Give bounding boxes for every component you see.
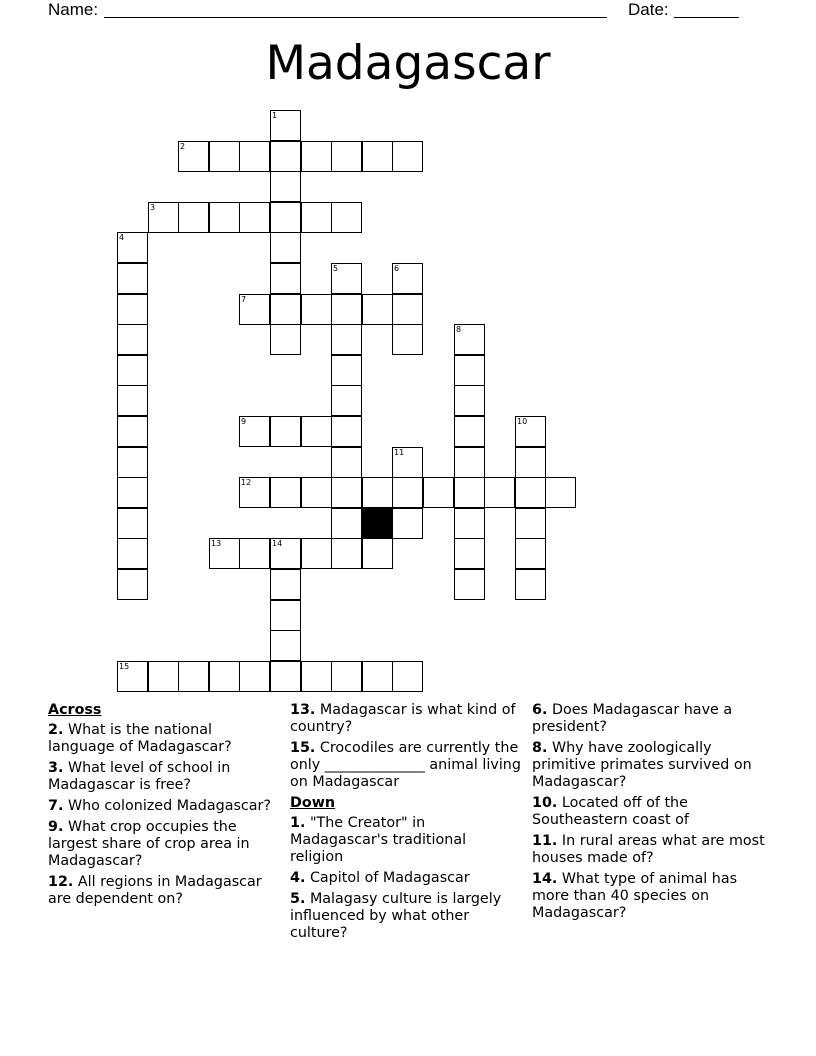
crossword-cell[interactable] (239, 477, 270, 508)
crossword-cell[interactable] (331, 355, 362, 386)
crossword-cell[interactable] (270, 416, 301, 447)
crossword-cell[interactable] (117, 232, 148, 263)
clue-down-4: 4. Capitol of Madagascar (290, 870, 470, 886)
crossword-cell[interactable] (331, 294, 362, 325)
crossword-cell[interactable] (301, 141, 332, 172)
clue-down-14: 14. What type of animal has more than 40 species on Madagascar? (532, 871, 738, 921)
crossword-cell[interactable] (209, 661, 240, 692)
crossword-cell[interactable] (392, 263, 423, 294)
clue-number: 13 (211, 539, 222, 548)
crossword-cell[interactable] (515, 569, 546, 600)
clue-down-6: 6. Does Madagascar have a president? (532, 702, 733, 735)
crossword-cell[interactable] (301, 477, 332, 508)
clue-across-13: 13. Madagascar is what kind of country? (290, 702, 516, 735)
crossword-cell[interactable] (454, 508, 485, 539)
crossword-cell[interactable] (331, 202, 362, 233)
crossword-cell[interactable] (239, 416, 270, 447)
crossword-cell[interactable] (178, 141, 209, 172)
crossword-cell[interactable] (331, 538, 362, 569)
crossword-cell[interactable] (301, 661, 332, 692)
crossword-cell[interactable] (209, 202, 240, 233)
crossword-cell[interactable] (117, 661, 148, 692)
crossword-cell[interactable] (362, 661, 393, 692)
crossword-cell[interactable] (515, 477, 546, 508)
crossword-cell[interactable] (117, 355, 148, 386)
crossword-cell[interactable] (331, 661, 362, 692)
crossword-cell[interactable] (515, 538, 546, 569)
crossword-cell[interactable] (331, 263, 362, 294)
clue-down-1: 1. "The Creator" in Madagascar's traditional religion (290, 815, 467, 865)
clue-number: 8 (456, 325, 462, 334)
crossword-cell[interactable] (331, 416, 362, 447)
crossword-block (362, 508, 393, 539)
across-heading: Across (48, 702, 102, 718)
clue-down-11: 11. In rural areas what are most houses made of? (532, 833, 765, 866)
crossword-cell[interactable] (301, 416, 332, 447)
crossword-cell[interactable] (515, 416, 546, 447)
clue-number: 4 (119, 233, 125, 242)
down-heading: Down (290, 795, 336, 811)
crossword-cell[interactable] (515, 447, 546, 478)
name-label: Name: (48, 0, 99, 19)
crossword-cell[interactable] (239, 141, 270, 172)
crossword-cell[interactable] (392, 294, 423, 325)
crossword-cell[interactable] (362, 294, 393, 325)
crossword-cell[interactable] (117, 324, 148, 355)
crossword-cell[interactable] (117, 477, 148, 508)
clue-number: 12 (241, 478, 252, 487)
crossword-cell[interactable] (148, 202, 179, 233)
crossword-cell[interactable] (209, 141, 240, 172)
crossword-cell[interactable] (392, 324, 423, 355)
crossword-cell[interactable] (178, 661, 209, 692)
clue-number: 10 (517, 417, 528, 426)
crossword-cell[interactable] (392, 661, 423, 692)
crossword-cell[interactable] (270, 661, 301, 692)
crossword-cell[interactable] (331, 324, 362, 355)
crossword-cell[interactable] (117, 294, 148, 325)
crossword-cell[interactable] (270, 477, 301, 508)
crossword-cell[interactable] (362, 538, 393, 569)
crossword-cell[interactable] (484, 477, 515, 508)
crossword-cell[interactable] (117, 416, 148, 447)
date-label: Date: (628, 0, 669, 19)
crossword-cell[interactable] (392, 447, 423, 478)
crossword-cell[interactable] (209, 538, 240, 569)
crossword-cell[interactable] (270, 630, 301, 661)
crossword-cell[interactable] (454, 355, 485, 386)
crossword-cell[interactable] (301, 294, 332, 325)
crossword-cell[interactable] (270, 600, 301, 631)
clue-number: 9 (241, 417, 247, 426)
clue-across-12: 12. All regions in Madagascar are dependent on? (48, 874, 262, 907)
crossword-cell[interactable] (239, 661, 270, 692)
crossword-cell[interactable] (270, 538, 301, 569)
clues-column-2 (290, 702, 522, 946)
clue-across-9: 9. What crop occupies the largest share of crop area in Madagascar? (48, 819, 250, 869)
crossword-cell[interactable] (270, 232, 301, 263)
clue-down-10: 10. Located off of the Southeastern coast of (532, 795, 689, 828)
crossword-cell[interactable] (362, 141, 393, 172)
crossword-cell[interactable] (454, 416, 485, 447)
crossword-cell[interactable] (392, 508, 423, 539)
clue-across-3: 3. What level of school in Madagascar is free? (48, 760, 231, 793)
clue-number: 6 (394, 264, 400, 273)
crossword-cell[interactable] (454, 385, 485, 416)
crossword-cell[interactable] (270, 171, 301, 202)
clue-across-7: 7. Who colonized Madagascar? (48, 798, 272, 814)
crossword-cell[interactable] (301, 538, 332, 569)
crossword-cell[interactable] (270, 202, 301, 233)
crossword-cell[interactable] (331, 141, 362, 172)
crossword-cell[interactable] (331, 477, 362, 508)
crossword-cell[interactable] (117, 385, 148, 416)
crossword-cell[interactable] (117, 569, 148, 600)
crossword-cell[interactable] (239, 202, 270, 233)
crossword-cell[interactable] (545, 477, 576, 508)
crossword-cell[interactable] (178, 202, 209, 233)
crossword-cell[interactable] (331, 447, 362, 478)
crossword-cell[interactable] (392, 477, 423, 508)
crossword-cell[interactable] (454, 538, 485, 569)
clue-number: 3 (150, 203, 156, 212)
crossword-cell[interactable] (270, 263, 301, 294)
puzzle-title: Madagascar (265, 36, 551, 91)
clue-number: 15 (119, 662, 130, 671)
crossword-cell[interactable] (423, 477, 454, 508)
clue-across-15: 15. Crocodiles are currently the only ______________ animal living on Madagascar (290, 740, 521, 790)
crossword-cell[interactable] (270, 110, 301, 141)
clue-number: 7 (241, 295, 247, 304)
clue-number: 14 (272, 539, 283, 548)
clue-down-8: 8. Why have zoologically primitive primates survived on Madagascar? (532, 740, 752, 790)
clue-number: 1 (272, 111, 278, 120)
clues-column-1 (48, 702, 280, 912)
crossword-cell[interactable] (270, 141, 301, 172)
crossword-cell[interactable] (148, 661, 179, 692)
clue-number: 11 (394, 448, 405, 457)
crossword-cell[interactable] (239, 294, 270, 325)
crossword-cell[interactable] (270, 294, 301, 325)
crossword-cell[interactable] (515, 508, 546, 539)
clue-down-5: 5. Malagasy culture is largely influenced by what other culture? (290, 891, 502, 941)
crossword-cell[interactable] (239, 538, 270, 569)
crossword-cell[interactable] (362, 477, 393, 508)
crossword-cell[interactable] (331, 508, 362, 539)
crossword-cell[interactable] (454, 477, 485, 508)
crossword-cell[interactable] (392, 141, 423, 172)
clues-column-3 (532, 702, 768, 926)
crossword-cell[interactable] (301, 202, 332, 233)
crossword-cell[interactable] (117, 538, 148, 569)
crossword-cell[interactable] (331, 385, 362, 416)
crossword-cell[interactable] (270, 569, 301, 600)
crossword-cell[interactable] (117, 263, 148, 294)
crossword-cell[interactable] (454, 324, 485, 355)
crossword-cell[interactable] (454, 569, 485, 600)
crossword-cell[interactable] (117, 508, 148, 539)
crossword-cell[interactable] (270, 324, 301, 355)
clue-number: 5 (333, 264, 339, 273)
crossword-cell[interactable] (454, 447, 485, 478)
clue-across-2: 2. What is the national language of Madagascar? (48, 722, 232, 755)
crossword-cell[interactable] (117, 447, 148, 478)
clue-number: 2 (180, 142, 186, 151)
